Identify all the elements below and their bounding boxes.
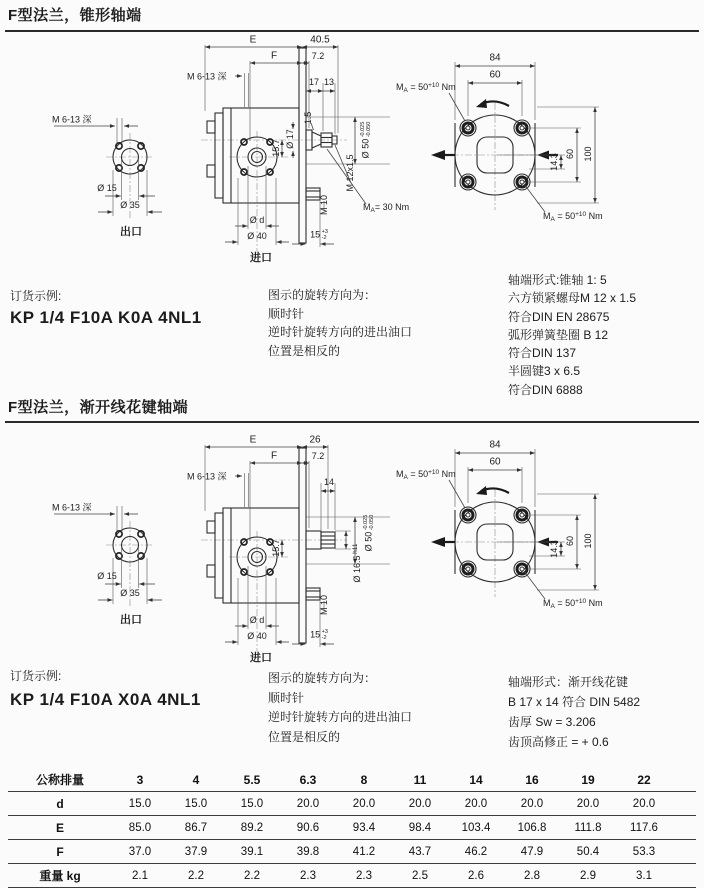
dim-60: 60 (489, 69, 501, 81)
dim-dia40: Ø 40 (247, 231, 267, 241)
port-view-drawing-1 (50, 88, 200, 253)
table-col-header: 3 (136, 772, 144, 787)
dim-F: F (270, 50, 278, 62)
table-cell: 2.1 (132, 869, 148, 882)
tol-bottom: -0.050 (369, 514, 375, 531)
dim-15-tolerance (322, 229, 328, 241)
table-cell: 43.7 (408, 845, 432, 858)
rotation-line: 位置是相反的 (268, 343, 341, 358)
dim-15-7: 15.7 (271, 139, 281, 157)
ma-sup: +10 (428, 82, 440, 89)
outlet-caption: 出口 (120, 614, 142, 626)
dim-d15: Ø 15 (97, 571, 117, 581)
table-col-header: 5.5 (243, 772, 261, 787)
tol-top: -0.025 (363, 514, 369, 531)
dim-15-tol (310, 229, 328, 241)
dim-d15: Ø 15 (97, 183, 117, 193)
rear-view-lineart (393, 50, 628, 235)
table-cell: 86.7 (184, 821, 208, 834)
dim-84: 84 (489, 439, 501, 451)
ma-sup: +10 (575, 211, 587, 218)
table-header-row (8, 768, 696, 792)
shaft-spec-1 (508, 271, 636, 399)
order-code-1: KP 1/4 F10A K0A 4NL1 (10, 308, 202, 327)
shaft-spec-line: 轴端形式：渐开线花键 (508, 675, 629, 689)
ma-sup: +10 (428, 469, 440, 476)
table-cell: 50.4 (576, 845, 600, 858)
ma-unit: Nm (586, 598, 603, 608)
dim-14: 14 (323, 477, 335, 487)
dim-17: 17 (308, 77, 320, 87)
section2-title: F型法兰，渐开线花键轴端 (8, 399, 189, 416)
ma-sub: A (370, 207, 375, 214)
section1-title: F型法兰，锥形轴端 (8, 7, 142, 24)
table-cell: 20.0 (296, 797, 320, 810)
ma-m: M (363, 202, 371, 212)
dim-E: E (249, 34, 257, 46)
flow-arrow-left-icon (431, 150, 445, 160)
table-col-header: 16 (525, 772, 539, 787)
table-cell: 20.0 (464, 797, 488, 810)
side-view-lineart (185, 33, 405, 263)
dim-thread: M 6-13 深 (187, 471, 227, 482)
dim-m10: M 10 (319, 194, 329, 216)
table-cell: 2.2 (244, 869, 260, 882)
table-cell: 20.0 (632, 797, 656, 810)
table-cell: 20.0 (520, 797, 544, 810)
table-cell: 106.8 (517, 821, 547, 834)
dim-dia-d: Ø d (249, 615, 265, 625)
ma-sub: A (403, 474, 408, 481)
dia50-value: Ø 50 (363, 531, 374, 552)
tol-plus: +3 (321, 629, 328, 635)
torque-50nm-label-bottom (543, 211, 603, 223)
bolt-hole (514, 507, 530, 523)
side-view-drawing-2 (185, 433, 405, 663)
shaft-spec-line: B 17 x 14 符合 DIN 5482 (508, 695, 641, 709)
table-cell: 93.4 (352, 821, 376, 834)
dim-100: 100 (583, 533, 593, 549)
table-row-label: 重量 kg (39, 869, 81, 883)
dim-E: E (249, 434, 257, 446)
table-cell: 3.1 (636, 869, 652, 882)
dim-26: 26 (309, 434, 321, 446)
table-cell: 53.3 (632, 845, 656, 858)
dim-15-tolerance (322, 629, 328, 641)
table-cell: 15.0 (184, 797, 208, 810)
shaft-spec-2 (508, 672, 640, 752)
table-cell: 2.9 (580, 869, 596, 882)
dim-15-tol (310, 629, 328, 641)
outlet-caption: 出口 (120, 226, 142, 238)
ma-unit: Nm (439, 82, 456, 92)
rotation-note-2 (268, 669, 412, 747)
rotation-arrowhead-icon (476, 486, 487, 495)
tol-minus: -2 (321, 235, 327, 241)
dim-1-5: 1.5 (303, 111, 313, 125)
rotation-arrowhead-icon (476, 99, 487, 108)
table-cell: 20.0 (408, 797, 432, 810)
ma-sup: +10 (575, 598, 587, 605)
torque-50nm-label-top (396, 469, 456, 481)
ma-eq: = 50 (407, 82, 429, 92)
dim-14-3: 14.3 (549, 540, 559, 558)
table-row (8, 840, 696, 864)
table-col-header: 22 (637, 772, 651, 787)
table-col-header: 19 (581, 772, 595, 787)
rotation-line: 顺时针 (268, 306, 305, 321)
rear-view-drawing-1 (393, 50, 628, 235)
ma-m: M (543, 598, 551, 608)
order-code-2: KP 1/4 F10A X0A 4NL1 (10, 690, 201, 709)
table-row-label: E (55, 820, 64, 835)
rear-view-lineart (393, 437, 628, 622)
table-cell: 37.9 (184, 845, 208, 858)
dia50-value: Ø 50 (360, 138, 371, 159)
ma-eq: = 50 (554, 598, 576, 608)
inlet-caption: 进口 (250, 652, 272, 664)
ma-m: M (396, 469, 404, 479)
dia165-value: Ø 16.5 (352, 555, 362, 583)
torque-50nm-label-top (396, 82, 456, 94)
section2-rule (5, 421, 699, 423)
shaft-spec-line: 轴端形式:锥轴 1: 5 (508, 273, 607, 287)
bolt-hole (460, 507, 476, 523)
bolt-hole (514, 561, 530, 577)
dim-dia17: Ø 17 (285, 129, 295, 149)
dim-60: 60 (489, 456, 501, 468)
dia50-tolerance (360, 122, 372, 138)
rotation-line: 逆时针旋转方向的进出油口 (268, 710, 413, 724)
tol-bottom: -0.050 (366, 121, 372, 138)
shaft-spec-line: 六方锁紧螺母M 12 x 1.5 (508, 291, 637, 306)
table-row-label: d (56, 796, 64, 811)
dim-F: F (270, 450, 278, 462)
ma-eq: = 50 (407, 469, 429, 479)
flow-arrow-left-icon (431, 537, 445, 547)
dim-15-7: 15.7 (271, 539, 281, 557)
table-cell: 2.6 (468, 869, 484, 882)
dim-d35: Ø 35 (120, 200, 140, 210)
table-cell: 41.2 (352, 845, 376, 858)
table-row (8, 792, 696, 816)
ma-m: M (396, 82, 404, 92)
table-cell: 39.1 (240, 845, 264, 858)
ma-unit: Nm (586, 211, 603, 221)
bolt-hole (460, 120, 476, 136)
dia50-tolerance (363, 515, 375, 531)
inlet-caption: 进口 (250, 252, 272, 264)
torque-50nm-label-bottom (543, 598, 603, 610)
table-cell: 39.8 (296, 845, 320, 858)
table-cell: 37.0 (128, 845, 152, 858)
table-corner-label: 公称排量 (35, 773, 84, 787)
table-col-header: 11 (413, 772, 427, 787)
rear-view-drawing-2 (393, 437, 628, 622)
bolt-hole (460, 561, 476, 577)
rotation-line: 逆时针旋转方向的进出油口 (268, 325, 413, 339)
dim-dia40: Ø 40 (247, 631, 267, 641)
rotation-note-1 (268, 286, 412, 360)
ma-rest: = 30 Nm (374, 202, 410, 212)
table-row (8, 816, 696, 840)
dim-dia50 (363, 515, 375, 552)
ma-sub: A (403, 87, 408, 94)
shaft-spec-line: 齿顶高修正 = + 0.6 (508, 735, 609, 749)
table-cell: 103.4 (461, 821, 491, 834)
table-cell: 46.2 (464, 845, 488, 858)
dim-m12: M 12x1.5 (345, 154, 355, 192)
ma-sub: A (550, 216, 555, 223)
table-row (8, 864, 696, 888)
order-example-label-2: 订货示例: (10, 669, 62, 683)
table-cell: 2.8 (524, 869, 540, 882)
shaft-spec-line: 符合DIN 6888 (508, 382, 583, 397)
dimension-table (8, 768, 696, 888)
table-row-label: F (56, 844, 64, 859)
tol-plus: +3 (321, 229, 328, 235)
dim-100: 100 (583, 146, 593, 162)
dim-m10: M 10 (319, 594, 329, 616)
order-example-label-1: 订货示例: (10, 289, 62, 303)
shaft-spec-line: 符合DIN 137 (508, 346, 577, 361)
dia165-fit: h11 (352, 543, 359, 554)
dim-dia50 (360, 122, 372, 159)
port-view-drawing-2 (50, 476, 200, 641)
bolt-hole (514, 174, 530, 190)
rotation-line: 顺时针 (268, 690, 305, 705)
table-col-header: 8 (360, 772, 368, 787)
table-cell: 2.3 (300, 869, 316, 882)
table-cell: 111.8 (574, 821, 602, 834)
table-cell: 2.5 (412, 869, 428, 882)
table-cell: 2.3 (356, 869, 372, 882)
dim-7-2: 7.2 (311, 451, 325, 461)
ma-sub: A (550, 603, 555, 610)
section1-rule (5, 30, 699, 32)
table-cell: 85.0 (128, 821, 152, 834)
tol-top: -0.025 (360, 121, 366, 138)
dim-7-2: 7.2 (311, 51, 325, 61)
table-cell: 47.9 (520, 845, 544, 858)
dim-60-vert: 60 (565, 535, 575, 547)
dim-84: 84 (489, 52, 501, 64)
dim-60-vert: 60 (565, 148, 575, 160)
bolt-hole (460, 174, 476, 190)
dim-dia-d: Ø d (249, 215, 265, 225)
dim-40-5: 40.5 (310, 34, 330, 46)
table-col-header: 14 (469, 772, 483, 787)
dim-13: 13 (323, 77, 335, 87)
table-cell: 89.2 (240, 821, 264, 834)
table-cell: 2.2 (188, 869, 204, 882)
table-cell: 20.0 (576, 797, 600, 810)
rotation-line: 图示的旋转方向为： (268, 288, 377, 302)
table-cell: 90.6 (296, 821, 320, 834)
bolt-hole (514, 120, 530, 136)
dim-14-3: 14.3 (549, 153, 559, 171)
side-view-drawing-1 (185, 33, 410, 264)
shaft-spec-line: 齿厚 Sw = 3.206 (508, 715, 596, 729)
table-col-header: 6.3 (299, 772, 317, 787)
table-cell: 117.6 (630, 821, 658, 834)
table-col-header: 4 (192, 772, 200, 787)
rotation-line: 位置是相反的 (268, 729, 341, 744)
table-cell: 15.0 (128, 797, 152, 810)
shaft-spec-line: 符合DIN EN 28675 (508, 309, 610, 324)
shaft-spec-line: 弧形弹簧垫圈 B 12 (508, 327, 609, 342)
shaft-spec-line: 半圆键3 x 6.5 (508, 364, 581, 379)
ma-unit: Nm (439, 469, 456, 479)
tol-minus: -2 (321, 635, 327, 641)
ma-eq: = 50 (554, 211, 576, 221)
dim-thread: M 6-13 深 (52, 502, 92, 513)
dim-15-value: 15 (310, 229, 321, 240)
rotation-line: 图示的旋转方向为： (268, 671, 377, 685)
dim-15-value: 15 (310, 629, 321, 640)
table-cell: 98.4 (408, 821, 432, 834)
dim-dia16-5 (352, 544, 362, 583)
dim-thread: M 6-13 深 (52, 114, 92, 125)
dim-thread: M 6-13 深 (187, 71, 227, 82)
ma-m: M (543, 211, 551, 221)
dim-d35: Ø 35 (120, 588, 140, 598)
table-cell: 20.0 (352, 797, 376, 810)
table-cell: 15.0 (240, 797, 264, 810)
